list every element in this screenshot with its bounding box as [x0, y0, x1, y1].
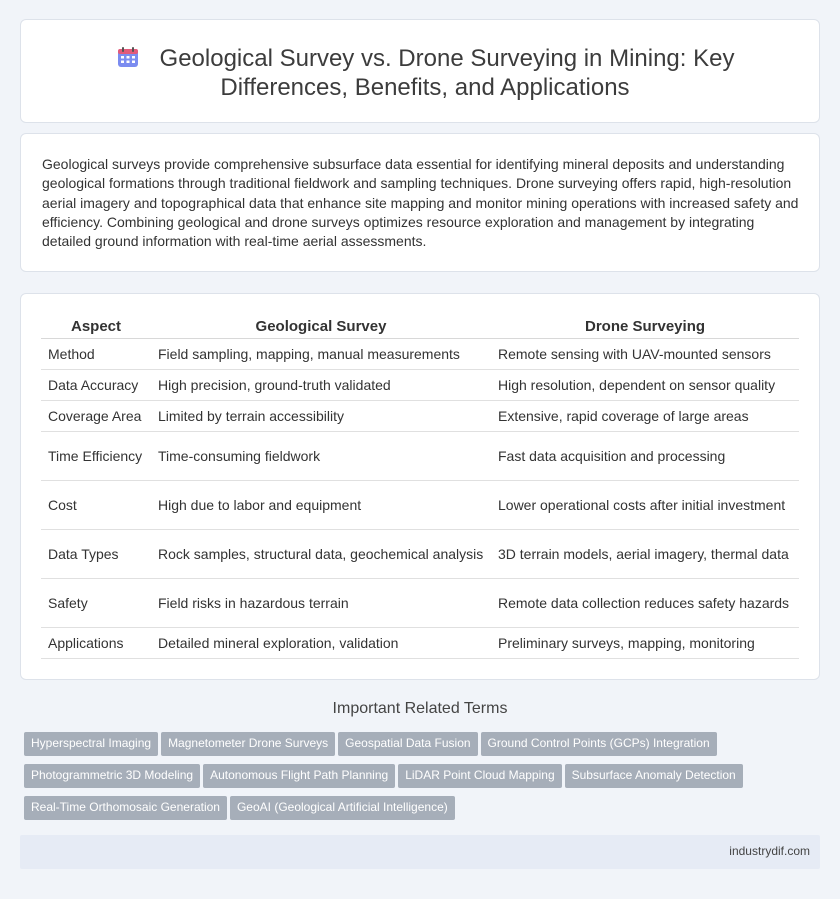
table-cell: Field sampling, mapping, manual measurements — [151, 339, 491, 370]
comparison-card — [20, 293, 820, 680]
footer — [20, 835, 820, 869]
page-title — [51, 44, 799, 102]
related-terms-title: Important Related Terms — [332, 700, 508, 717]
table-row — [41, 530, 799, 579]
table-cell: Time-consuming fieldwork — [151, 432, 491, 481]
table-cell: Field risks in hazardous terrain — [151, 579, 491, 628]
table-row — [41, 628, 799, 659]
tag-real-time-orthomosaic-generation[interactable]: Real-Time Orthomosaic Generation — [24, 796, 227, 820]
table-cell: Data Types — [41, 530, 151, 579]
table-row — [41, 339, 799, 370]
table-row — [41, 579, 799, 628]
table-cell: Lower operational costs after initial investment — [491, 481, 799, 530]
table-cell: 3D terrain models, aerial imagery, thermal data — [491, 530, 799, 579]
table-row — [41, 401, 799, 432]
footer-site-link[interactable]: industrydif.com — [729, 844, 810, 858]
table-cell: Remote sensing with UAV-mounted sensors — [491, 339, 799, 370]
comparison-table — [41, 316, 799, 659]
table-row — [41, 481, 799, 530]
table-cell: Time Efficiency — [41, 432, 151, 481]
table-cell: Data Accuracy — [41, 370, 151, 401]
header-aspect: Aspect — [41, 316, 151, 339]
table-cell: High due to labor and equipment — [151, 481, 491, 530]
table-cell: Detailed mineral exploration, validation — [151, 628, 491, 659]
tag-geoai[interactable]: GeoAI (Geological Artificial Intelligence) — [230, 796, 455, 820]
tag-gcp-integration[interactable]: Ground Control Points (GCPs) Integration — [481, 732, 717, 756]
table-cell: Rock samples, structural data, geochemical analysis — [151, 530, 491, 579]
table-cell: Fast data acquisition and processing — [491, 432, 799, 481]
table-cell: Extensive, rapid coverage of large areas — [491, 401, 799, 432]
header-geological-survey: Geological Survey — [151, 316, 491, 339]
table-cell: Applications — [41, 628, 151, 659]
calendar-icon — [116, 45, 140, 69]
table-cell: Safety — [41, 579, 151, 628]
table-cell: Preliminary surveys, mapping, monitoring — [491, 628, 799, 659]
table-cell: High precision, ground-truth validated — [151, 370, 491, 401]
header-drone-surveying: Drone Surveying — [491, 316, 799, 339]
tag-photogrammetric-3d-modeling[interactable]: Photogrammetric 3D Modeling — [24, 764, 200, 788]
tag-lidar-point-cloud-mapping[interactable]: LiDAR Point Cloud Mapping — [398, 764, 561, 788]
table-cell: Limited by terrain accessibility — [151, 401, 491, 432]
related-terms-tags — [24, 732, 814, 828]
header-card — [20, 19, 820, 123]
tag-geospatial-data-fusion[interactable]: Geospatial Data Fusion — [338, 732, 477, 756]
intro-paragraph: Geological surveys provide comprehensive subsurface data essential for identifying mineral deposits and understanding geological formations through traditional fieldwork and sampling techniques. Drone surveying offers rapid, high-resolution aerial imagery and topographical data that enhance site mapping and monitor mining operations with increased safety and efficiency. Combining geological and drone surveys optimizes resource exploration and management by integrating detailed ground information with real-time aerial assessments. — [42, 156, 799, 250]
table-cell: Remote data collection reduces safety hazards — [491, 579, 799, 628]
table-cell: High resolution, dependent on sensor quality — [491, 370, 799, 401]
tag-magnetometer-drone-surveys[interactable]: Magnetometer Drone Surveys — [161, 732, 335, 756]
table-row — [41, 370, 799, 401]
intro-card — [20, 133, 820, 272]
tag-hyperspectral-imaging[interactable]: Hyperspectral Imaging — [24, 732, 158, 756]
table-cell: Coverage Area — [41, 401, 151, 432]
related-terms-section — [20, 700, 820, 814]
table-cell: Cost — [41, 481, 151, 530]
tag-subsurface-anomaly-detection[interactable]: Subsurface Anomaly Detection — [565, 764, 743, 788]
title-wrap — [51, 44, 799, 102]
table-header-row — [41, 316, 799, 339]
table-row — [41, 432, 799, 481]
page-title-text: Geological Survey vs. Drone Surveying in Mining: Key Differences, Benefits, and Applications — [159, 45, 735, 101]
table-cell: Method — [41, 339, 151, 370]
tag-autonomous-flight-path-planning[interactable]: Autonomous Flight Path Planning — [203, 764, 395, 788]
